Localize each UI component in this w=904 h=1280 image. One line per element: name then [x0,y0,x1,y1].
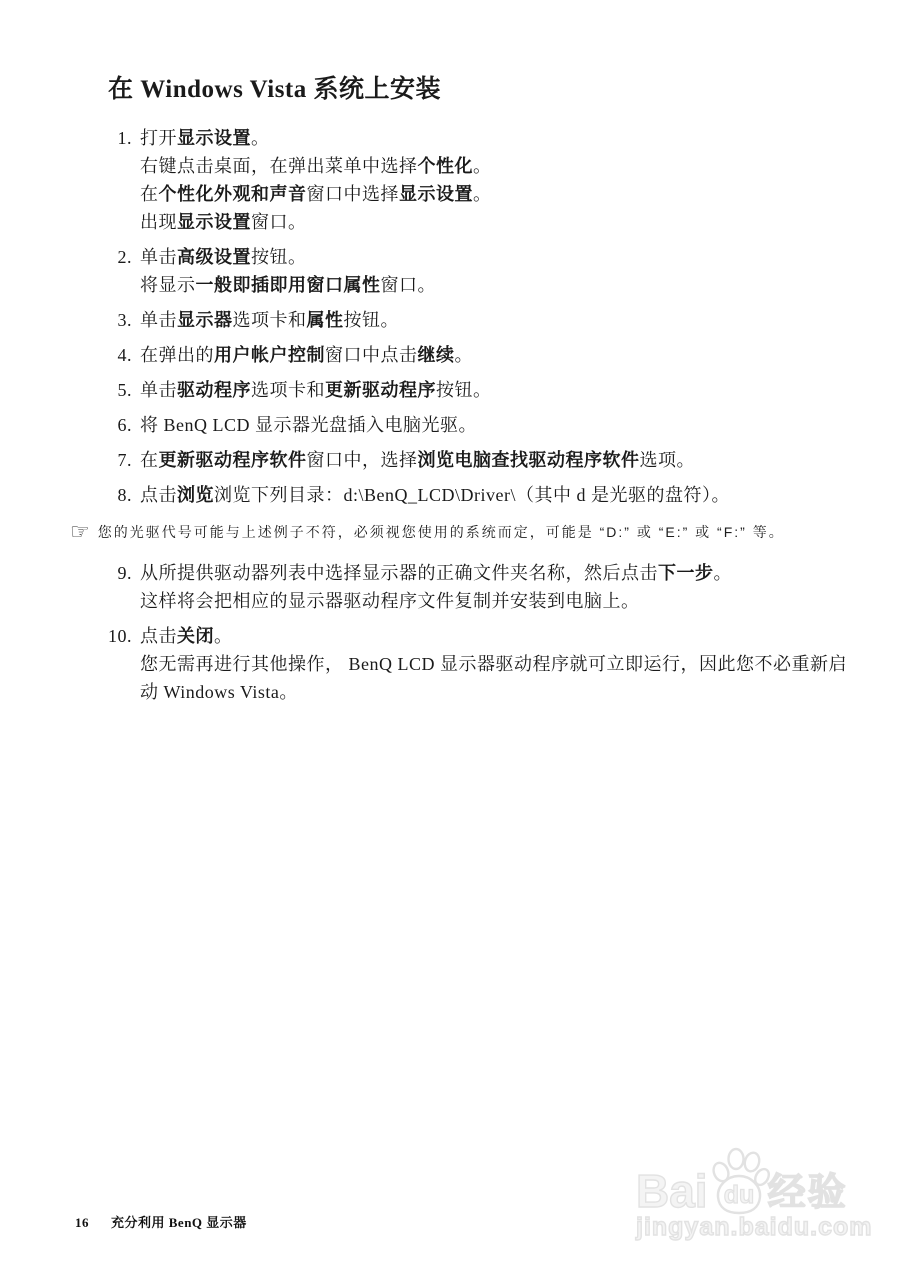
step-title [140,622,850,650]
text-segment: 从所提供驱动器列表中选择显示器的正确文件夹名称，然后点击 [140,563,658,583]
step-text [140,306,850,334]
step-item-3 [92,306,904,334]
step-title [140,376,850,404]
watermark-brand-prefix: Bai [636,1164,708,1217]
step-number: 7. [117,450,132,470]
text-segment: 浏览电脑查找驱动程序软件 [417,450,640,470]
step-number: 9. [117,563,132,583]
text-segment: 窗口中选择 [306,184,399,204]
step-title [140,341,850,369]
text-segment: 浏览 [177,485,214,505]
text-segment: 窗口中，选择 [306,450,418,470]
text-segment: 继续 [417,345,455,365]
step-text [140,124,850,236]
text-segment: 下一步 [658,563,714,583]
step-subline [140,271,850,299]
note-text: 您的光驱代号可能与上述例子不符，必须视您使用的系统而定，可能是 “D:” 或 “E:” 或 “F:” 等。 [97,524,785,540]
step-number: 5. [117,380,132,400]
step-item-6 [92,411,904,439]
text-segment: 在 [140,184,159,204]
step-title [140,559,850,587]
note-row [70,522,890,543]
text-segment: 窗口。 [380,275,436,295]
text-segment: 选项。 [639,450,695,470]
text-segment: 显示设置 [177,212,251,232]
step-item-2 [92,243,904,299]
page-number: 16 [75,1215,89,1230]
step-title [140,124,850,152]
text-segment: 按钮。 [343,310,399,330]
text-segment: 。 [473,156,492,176]
text-segment: 更新驱动程序软件 [158,450,307,470]
text-segment: 属性 [306,310,344,330]
text-segment: 高级设置 [177,247,251,267]
text-segment: 单击 [140,310,177,330]
baidu-paw-icon [706,1146,772,1218]
text-segment: 显示设置 [177,128,251,148]
text-segment: 用户帐户控制 [214,345,325,365]
text-segment: 在弹出的 [140,345,214,365]
text-segment: 更新驱动程序 [325,380,436,400]
text-segment: 。 [251,128,270,148]
text-segment: 。 [713,563,732,583]
text-segment: 您无需再进行其他操作， BenQ LCD 显示器驱动程序就可立即运行，因此您不必重新启动 Windows Vista。 [140,654,847,702]
watermark-url: jingyan.baidu.com [636,1213,873,1241]
step-text [140,622,850,706]
text-segment: 窗口。 [251,212,307,232]
text-segment: 这样将会把相应的显示器驱动程序文件复制并安装到电脑上。 [140,591,640,611]
page-footer [75,1212,247,1231]
step-text [140,446,850,474]
step-item-8 [92,481,904,509]
step-subline [140,208,850,236]
step-item-10 [92,622,904,706]
step-title [140,306,850,334]
step-subline [140,587,850,615]
text-segment: 。 [473,184,492,204]
watermark-brand-paw-text: du [723,1181,754,1209]
step-subline [140,650,850,706]
step-subline [140,152,850,180]
text-segment: 显示器 [177,310,233,330]
footer-label: 充分利用 BenQ 显示器 [111,1215,247,1230]
pointing-hand-icon: ☞ [70,520,90,545]
text-segment: 。 [454,345,473,365]
text-segment: 显示设置 [399,184,473,204]
step-text [140,243,850,299]
text-segment: 窗口中点击 [325,345,418,365]
text-segment: 驱动程序 [177,380,251,400]
step-number: 2. [117,247,132,267]
step-number: 3. [117,310,132,330]
text-segment: 一般即插即用窗口属性 [195,275,381,295]
step-list-top [92,124,904,509]
text-segment: 右键点击桌面，在弹出菜单中选择 [140,156,418,176]
step-text [140,481,850,509]
text-segment: 出现 [140,212,177,232]
text-segment: 点击 [140,485,177,505]
step-number: 1. [117,128,132,148]
step-list-bottom [92,559,904,706]
page-title: 在 Windows Vista 系统上安装 [108,76,442,103]
text-segment: 关闭 [177,626,214,646]
text-segment: 将 BenQ LCD 显示器光盘插入电脑光驱。 [140,415,477,435]
text-segment: 点击 [140,626,177,646]
step-title [140,446,850,474]
text-segment: 个性化 [417,156,473,176]
text-segment: 按钮。 [251,247,307,267]
watermark-brand-suffix: 经验 [767,1172,848,1214]
text-segment: 在 [140,450,159,470]
text-segment: 浏览下列目录：d:\BenQ_LCD\Driver\（其中 d 是光驱的盘符）。 [214,485,730,505]
step-title [140,411,850,439]
text-segment: 选项卡和 [251,380,325,400]
text-segment: 将显示 [140,275,196,295]
step-text [140,559,850,615]
step-item-9 [92,559,904,615]
text-segment: 选项卡和 [232,310,307,330]
step-text [140,411,850,439]
text-segment: 单击 [140,380,177,400]
text-segment: 个性化外观和声音 [158,184,307,204]
watermark-logo-row [636,1146,896,1217]
step-number: 4. [117,345,132,365]
step-item-1 [92,124,904,236]
text-segment: 单击 [140,247,177,267]
baidu-watermark [636,1146,896,1242]
step-title [140,481,850,509]
step-text [140,376,850,404]
step-subline [140,180,850,208]
step-item-4 [92,341,904,369]
step-title [140,243,850,271]
step-number: 8. [117,485,132,505]
text-segment: 。 [214,626,233,646]
step-number: 6. [117,415,132,435]
step-text [140,341,850,369]
step-item-7 [92,446,904,474]
step-item-5 [92,376,904,404]
text-segment: 按钮。 [436,380,492,400]
text-segment: 打开 [140,128,177,148]
step-number: 10. [108,626,132,646]
